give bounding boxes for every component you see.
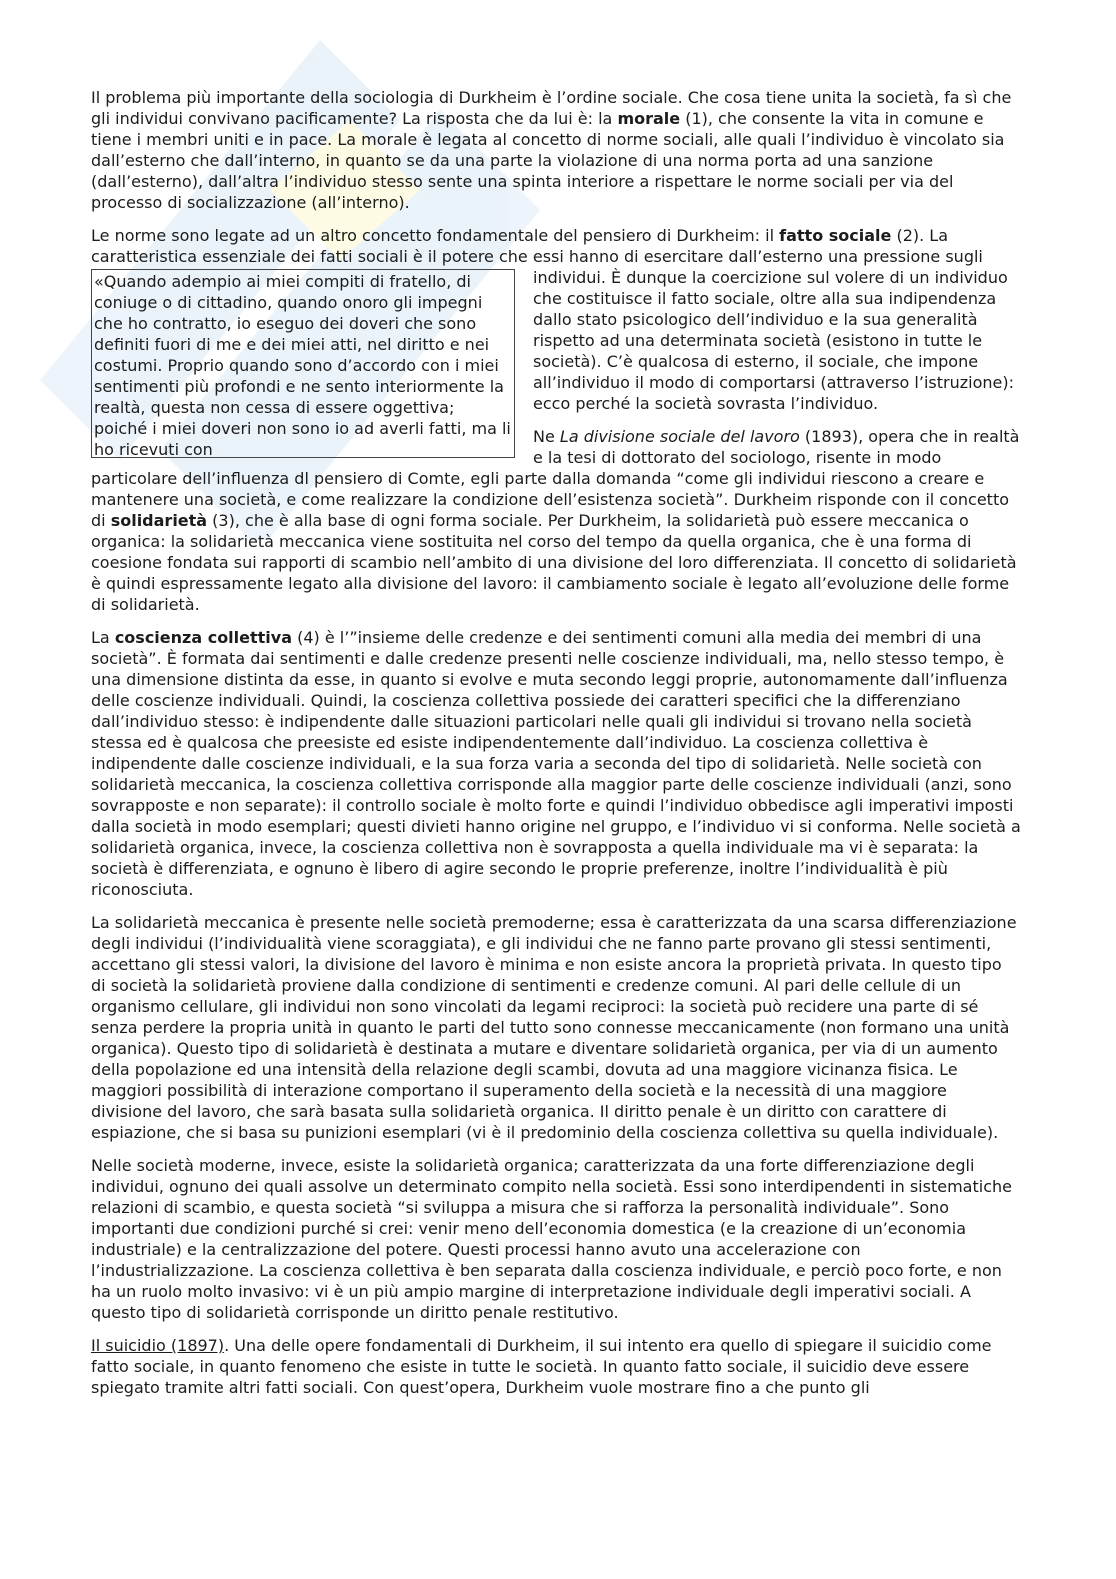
paragraph-solidarieta-organica: Nelle società moderne, invece, esiste la solidarietà organica; caratterizzata da una forte differenziazione degli individui, ognuno dei quali assolve un determinato compito nella società. Essi sono interdipendenti in sistematiche relazioni di scambio, e questa società “si sviluppa a misura che si rafforza la personalità individuale”. Sono importanti due condizioni purché si crei: venir meno dell’economia domestica (e la creazione di un’economia industriale) e la centralizzazione del potere. Questi processi hanno avuto una accelerazione con l’industrializzazione. La coscienza collettiva è ben separata dalla coscienza individuale, e perciò poco forte, e non ha un ruolo molto invasivo: vi è un più ampio margine di interpretazione individuale degli imperativi sociali. A questo tipo di solidarietà corrisponde un diritto penale restitutivo. <box>91 1156 1012 1322</box>
p4-text-a: La <box>91 628 115 647</box>
p1-text-b: (1), che consente la vita in comune e tiene i membri uniti e in pace. La morale è legata al concetto di norme sociali, alle quali l’individuo è vincolato sia dall’esterno che dall’interno, in quanto se da una parte la violazione di una norma porta ad una sanzione (dall’esterno), dall’altra l’individuo stesso sente una spinta interiore a rispettare le norme sociali per via del processo di socializzazione (all’interno). <box>91 109 1005 212</box>
book-title-divisione: La divisione sociale del lavoro <box>559 427 800 446</box>
quote-box <box>91 269 515 458</box>
paragraph-suicidio <box>91 1335 1021 1398</box>
term-morale: morale <box>617 109 681 128</box>
book-title-suicidio: Il suicidio (1897) <box>91 1336 225 1355</box>
term-coscienza-collettiva: coscienza collettiva <box>114 628 293 647</box>
p3-text-c: (3), che è alla base di ogni forma sociale. Per Durkheim, la solidarietà può essere meccanica o organica: la solidarietà meccanica viene sostituita nel corso del tempo da quella organica, che è una forma di coesione fondata sui rapporti di scambio nell’ambito di una divisione del loro differenziata. Il concetto di solidarietà è quindi espressamente legato alla divisione del lavoro: il cambiamento sociale è legato all’evoluzione delle forme di solidarietà. <box>91 511 1017 614</box>
paragraph-ordine-sociale <box>91 87 1021 213</box>
term-solidarieta: solidarietà <box>110 511 208 530</box>
paragraph-solidarieta-meccanica: La solidarietà meccanica è presente nelle società premoderne; essa è caratterizzata da una scarsa differenziazione degli individui (l’individualità viene scoraggiata), e gli individui che ne fanno parte provano gli stessi sentimenti, accettano gli stessi valori, la divisione del lavoro è minima e non esiste ancora la proprietà privata. In questo tipo di società la solidarietà proviene dalla condizione di sentimenti e credenze comuni. Al pari delle cellule di un organismo cellulare, gli individui non sono vincolati da legami reciproci: la società può recidere una parte di sé senza perdere la propria unità in quanto le parti del tutto sono connesse meccanicamente (non formano una unità organica). Questo tipo di solidarietà è destinata a mutare e diventare solidarietà organica, per via di un aumento della popolazione ed una intensità della relazione degli scambi, dovuta ad una maggiore vicinanza fisica. Le maggiori possibilità di interazione comportano il superamento della società e la necessità di una maggiore divisione del lavoro, che sarà basata sulla solidarietà organica. Il diritto penale è un diritto con carattere di espiazione, che si basa su punizioni esemplari (vi è il predominio della coscienza collettiva su quella individuale). <box>91 913 1017 1142</box>
p2-text-a: Le norme sono legate ad un altro concetto fondamentale del pensiero di Durkheim: il <box>91 226 780 245</box>
p4-text-b: (4) è l’”insieme delle credenze e dei sentimenti comuni alla media dei membri di una società”. È formata dai sentimenti e dalle credenze presenti nelle coscienze individuali, ma, nello stesso tempo, è una dimensione distinta da esse, in quanto si evolve e muta secondo leggi proprie, autonomamente dall’influenza delle coscienze individuali. Quindi, la coscienza collettiva possiede dei caratteri specifici che la differenziano dall’individuo stesso: è indipendente dalle situazioni particolari nelle quali gli individui si trovano nella società stessa ed è qualcosa che preesiste ed esiste indipendentemente dall’individuo. La coscienza collettiva è indipendente dalle coscienze individuali, e la sua forza varia a seconda del tipo di solidarietà. Nelle società con solidarietà meccanica, la coscienza collettiva corrisponde alla maggior parte delle coscienze individuali (anzi, sono sovrapposte e non separate): il controllo sociale è molto forte e quindi l’individuo obbedisce agli imperativi imposti dalla società in modo esemplari; questi divieti hanno origine nel gruppo, e l’individuo vi si conforma. Nelle società a solidarietà organica, invece, la coscienza collettiva non è sovrapposta a quella individuale ma vi è separata: la società è differenziata, e ognuno è libero di agire secondo le proprie preferenze, inoltre l’individualità è più riconosciuta. <box>91 628 1021 899</box>
p2-text-b: (2). La caratteristica essenziale dei fatti sociali è il potere che essi hanno di esercitare dall’esterno una pressione sugli individui. È dunque la coercizione sul volere di un individuo che costituisce il fatto sociale, oltre alla sua indipendenza dallo stato psicologico dell’individuo e la sua generalità rispetto ad una determinata società (esistono in tutte le società). C’è qualcosa di esterno, il sociale, che impone all’individuo il modo di comportarsi (attraverso l’istruzione): ecco perché la società sovrasta l’individuo. <box>91 226 1014 413</box>
p3-text-b: (1893), opera che in realtà e la tesi di dottorato del sociologo, risente in modo particolare dell’influenza dl pensiero di Comte, egli parte dalla domanda “come gli individui riescono a creare e mantenere una società, e come realizzare la condizione dell’esistenza società”. Durkheim risponde con il concetto di <box>91 427 1020 530</box>
p1-text-a: Il problema più importante della sociologia di Durkheim è l’ordine sociale. Che cosa tiene unita la società, fa sì che gli individui convivano pacificamente? La risposta che da lui è: la <box>91 88 1012 128</box>
quote-text: «Quando adempio ai miei compiti di fratello, di coniuge o di cittadino, quando onoro gli impegni che ho contratto, io eseguo dei doveri che sono definiti fuori di me e dei miei atti, nel diritto e nei costumi. Proprio quando sono d’accordo con i miei sentimenti più profondi e ne sento interiormente la realtà, questa non cessa di essere oggettiva; poiché i miei doveri non sono io ad averli fatti, ma li ho ricevuti con <box>94 272 511 458</box>
p3-text-a: Ne <box>533 427 560 446</box>
p7-text-a: . Una delle opere fondamentali di Durkheim, il sui intento era quello di spiegare il suicidio come fatto sociale, in quanto fenomeno che esiste in tutte le società. In quanto fatto sociale, il suicidio deve essere spiegato tramite altri fatti sociali. Con quest’opera, Durkheim vuole mostrare fino a che punto gli <box>91 1336 992 1397</box>
paragraph-coscienza-collettiva <box>91 627 1021 900</box>
document-body <box>91 87 1021 1410</box>
term-fatto-sociale: fatto sociale <box>779 226 892 245</box>
